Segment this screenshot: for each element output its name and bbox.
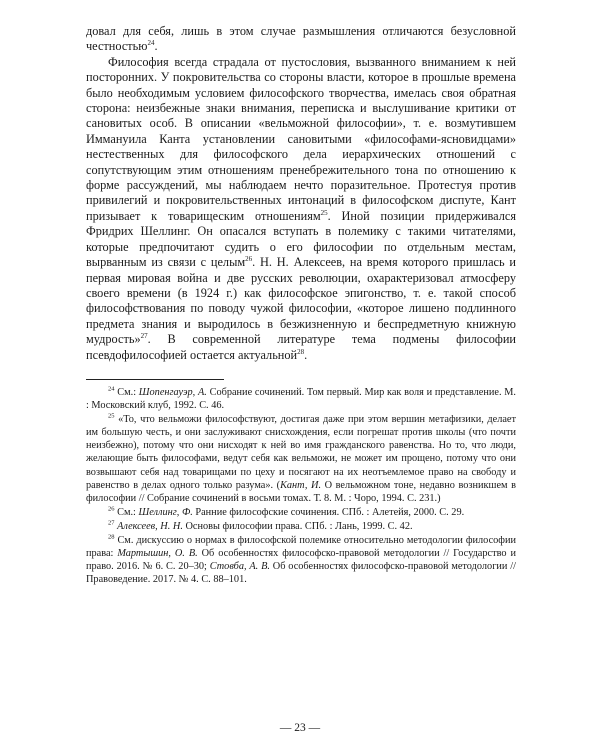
paragraph-1-text: довал для себя, лишь в этом случае размышления отличаются безусловной честностью — [86, 24, 516, 54]
footnote-ref-26[interactable]: 26 — [245, 255, 253, 263]
footnote-26 — [86, 506, 516, 519]
footnote-author: Шеллинг, Ф. — [138, 506, 193, 518]
footnote-author: Стовба, А. В. — [209, 561, 270, 573]
footnote-text: О вельможном тоне, недавно возникшем в философии // Собрание сочинений в восьми томах. Т. 8. М. : Чоро, 1994. С. 231.) — [86, 479, 516, 504]
paragraph-2 — [86, 55, 516, 363]
paragraph-2-text-3: . Н. Н. Алексеев, на время которого пришлась и первая мировая война и две русских революции, охарактеризовал атмосферу своего времени (в 1924 г.) как философское эпигонство, т. е. такой способ философствования по поводу чужой философии, «которое лишено подлинного предмета знания и выродилось в безжизненную и беспредметную книжную мудрость» — [86, 255, 516, 347]
paragraph-2-text-1: Философия всегда страдала от пустословия, вызванного вниманием к ней посторонних. У покровительства со стороны власти, которое в прошлые времена было необходимым условием философского творчества, имелась своя обратная сторона: неизбежные знаки внимания, переписка и выслушивание критики от сановитых особ. В описании «вельможной философии», т. е. возмутившем Иммануила Канта установлении сановитыми «философами-ясновидцами» нестественных для философского дела иерархических отношений с сопутствующим этим отношениям пренебрежительного тона по отношению к форме рассуждений, мы наблюдаем нечто поразительное. Протестуя против привилегий и покровительственных интонаций в философском диспуте, Кант призывает к товарищеским отношениям — [86, 54, 516, 223]
main-text — [86, 24, 516, 363]
paragraph-2-text-2: . Иной позиции придерживался Фридрих Шеллинг. Он опасался вступать в полемику с такими читателями, которые предпочитают судить о его философии по отдельным местам, вырванным из связи с целым — [86, 208, 516, 270]
paragraph-1 — [86, 24, 516, 55]
footnote-ref-25[interactable]: 25 — [320, 208, 328, 217]
footnotes — [86, 386, 516, 586]
footnote-ref-24[interactable]: 24 — [147, 39, 155, 48]
footnote-number: 24 — [108, 385, 115, 393]
paragraph-2-text-5: . — [304, 347, 308, 362]
footnote-text: «То, что вельможи философствуют, достигая даже при этом вершин метафизики, делает им большую честь, и они заслуживают снисхождения, если погрешат против школы (что почти неизбежно), потому что они нисходят к ней во имя гражданского равенства. Но то, что люди, желающие быть философами, ведут себя как вельможи, не может им прощено, потому что они возвышают себя над товарищами по цеху и посягают на их неотъемлемое право на свободу и равенство в делах одного только разума». ( — [86, 414, 517, 491]
footnote-lead: См.: — [117, 506, 139, 518]
footnote-text: Собрание сочинений. Том первый. Мир как воля и представление. М. : Московский клуб, 1992. С. 46. — [86, 386, 516, 412]
footnote-28 — [86, 534, 516, 586]
footnote-text: См. дискуссию о нормах в философской полемике относительно методологии философии права: — [86, 534, 516, 560]
footnote-author: Кант, И. — [280, 479, 322, 491]
footnote-text: Об особенностях философско-правовой методологии // Правоведение. 2017. № 4. С. 88–101. — [86, 561, 516, 586]
footnote-24 — [86, 386, 516, 412]
footnote-separator — [86, 379, 224, 380]
footnote-number: 28 — [108, 533, 115, 541]
footnote-text: Основы философии права. СПб. : Лань, 1999. С. 42. — [182, 520, 413, 532]
paragraph-2-text-4: . В современной литературе тема подмены философии псевдофилософией остается актуальной — [86, 332, 516, 362]
footnote-number: 27 — [108, 519, 115, 527]
footnote-text: Об особенностях философско-правовой методологии // Государство и право. 2016. № 6. С. 20–30; — [86, 548, 516, 573]
footnote-author: Шопенгауэр, А. — [138, 386, 207, 398]
page-number: — 23 — — [279, 722, 321, 734]
footnote-lead: См.: — [117, 386, 139, 398]
footnote-author: Алексеев, Н. Н. — [117, 520, 183, 532]
paragraph-1-tail: . — [154, 39, 158, 54]
footnote-ref-28[interactable]: 28 — [297, 347, 305, 356]
footnote-author: Мартышин, О. В. — [117, 548, 198, 560]
footnote-25 — [86, 413, 516, 505]
footnote-ref-27[interactable]: 27 — [140, 332, 148, 341]
footnote-number: 26 — [108, 505, 115, 513]
footnote-text: Ранние философские сочинения. СПб. : Алетейя, 2000. С. 29. — [192, 506, 465, 518]
footnote-27 — [86, 520, 516, 533]
footnote-number: 25 — [108, 412, 115, 420]
